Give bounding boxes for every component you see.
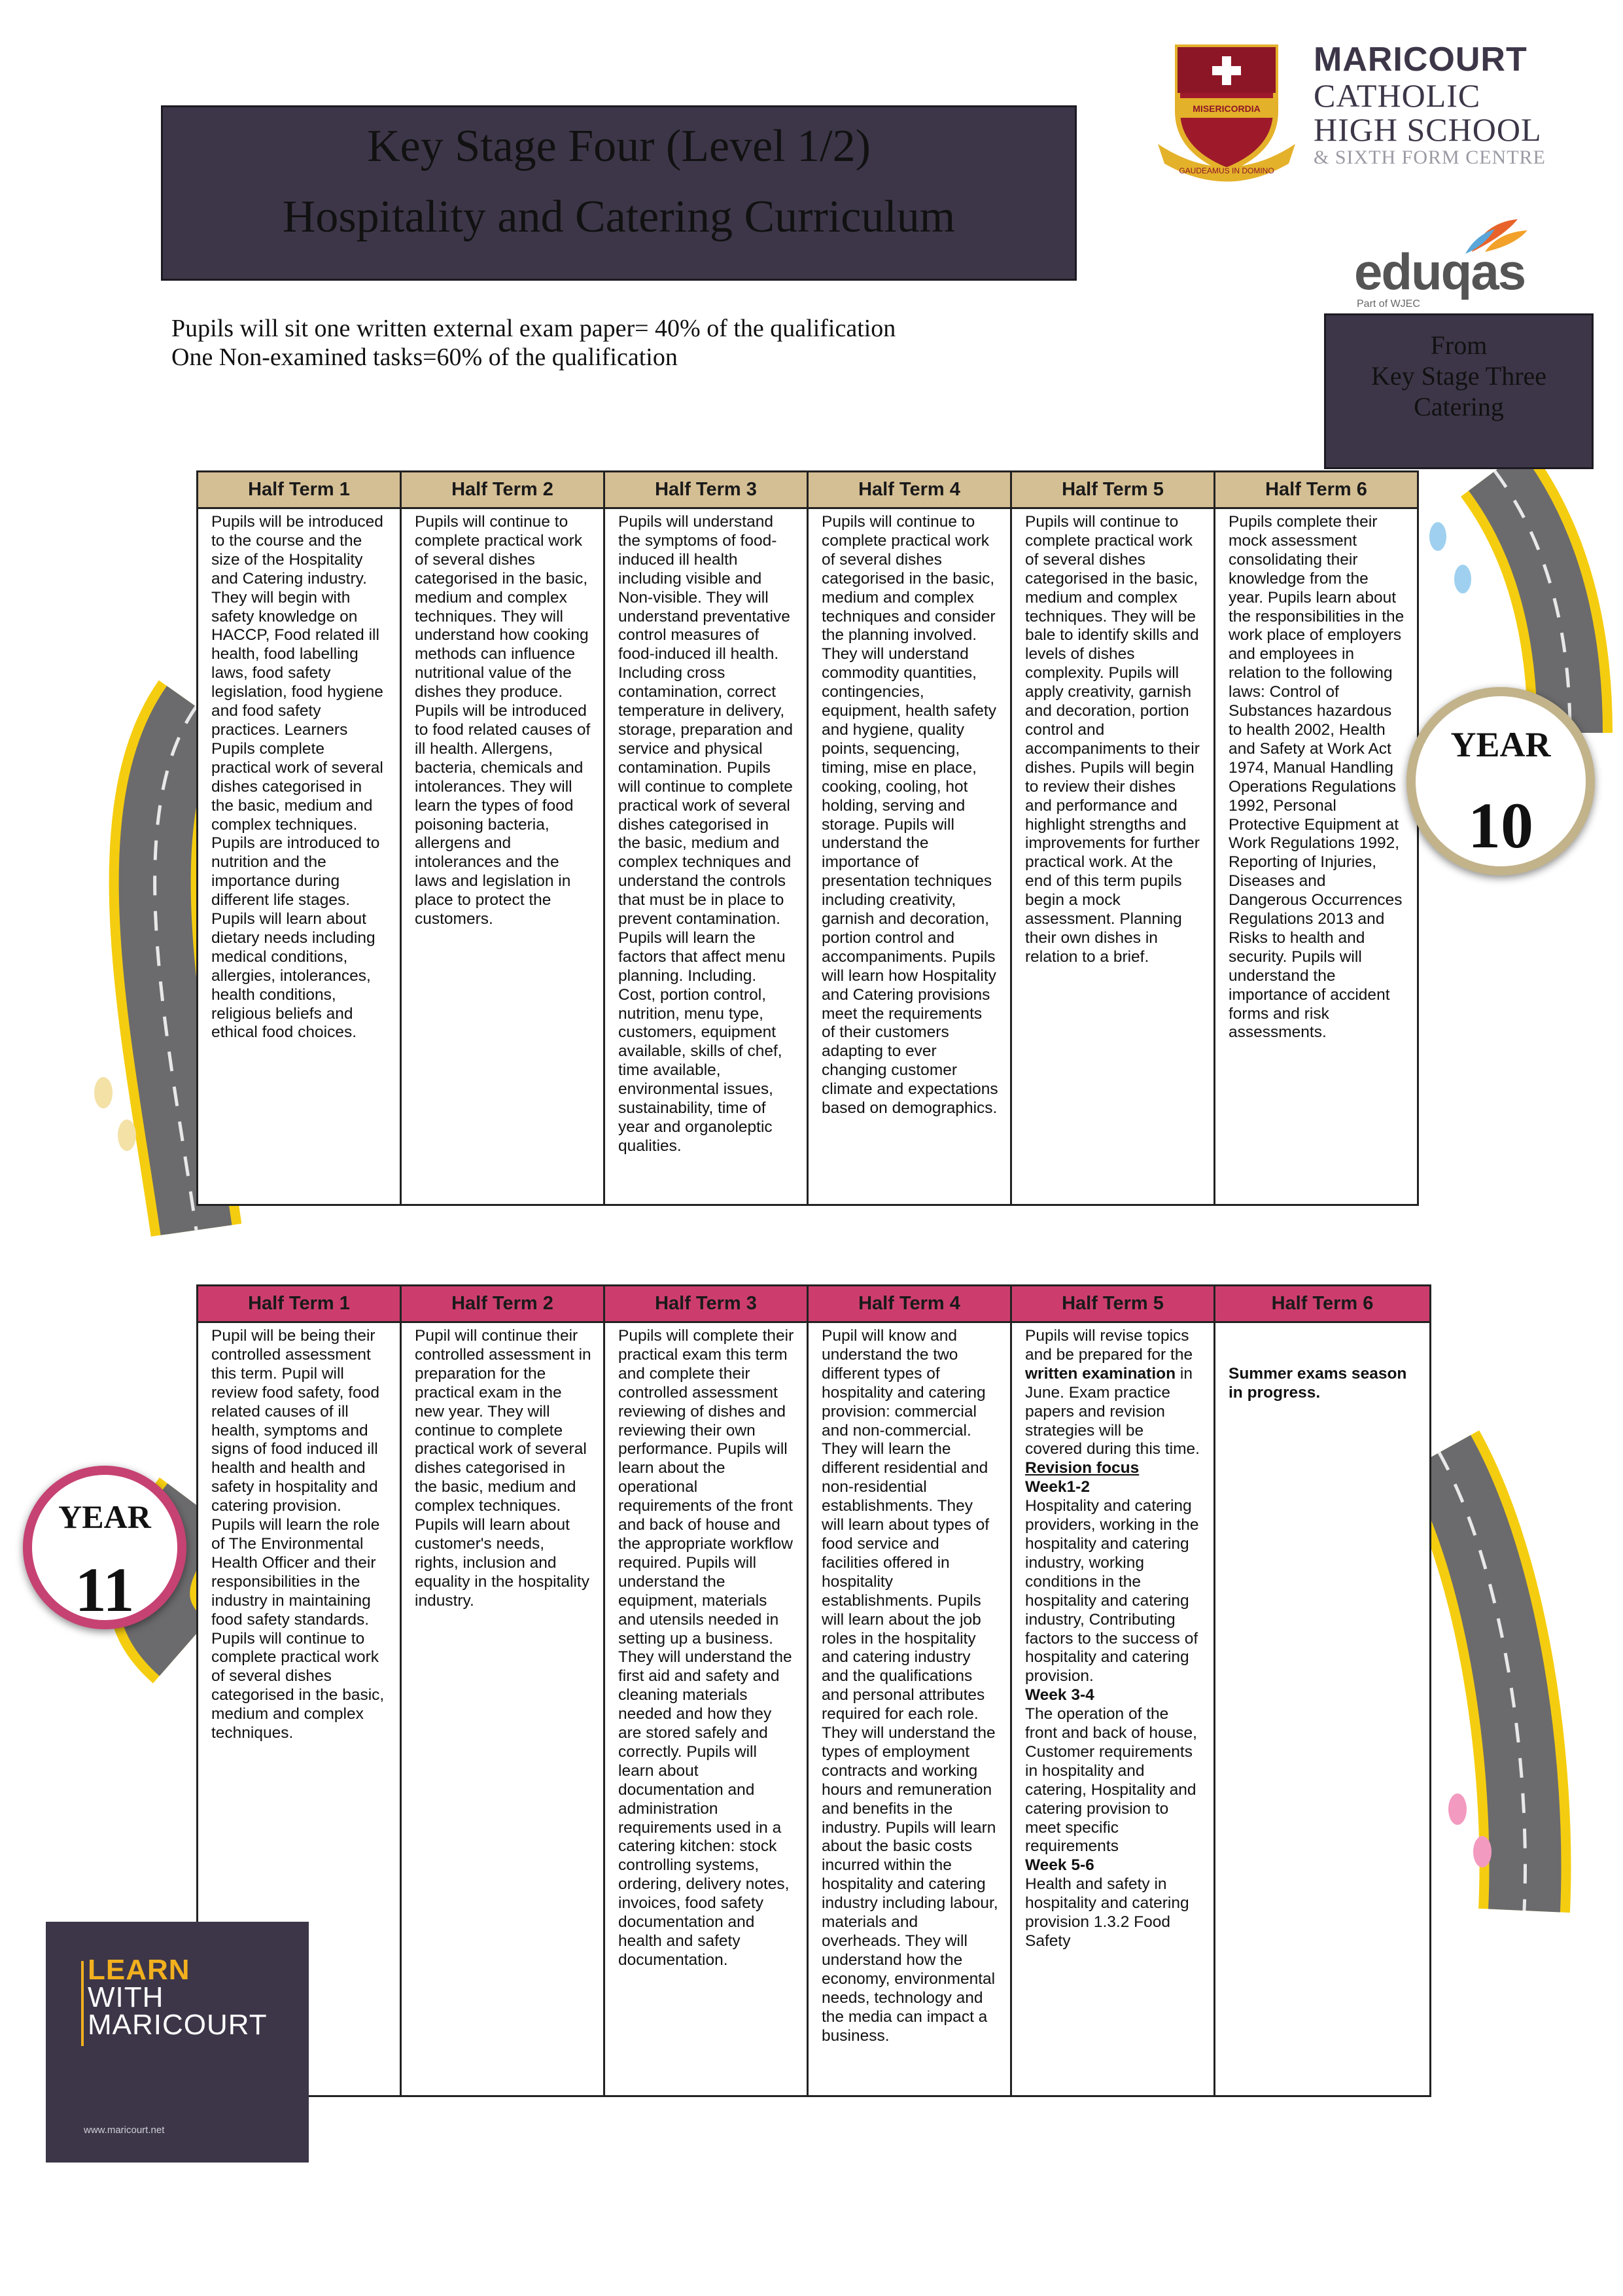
eduqas-wordmark: eduqas (1354, 243, 1526, 300)
year10-header-ht2: Half Term 2 (401, 472, 604, 508)
school-name (1314, 41, 1621, 169)
intro-line-2: One Non-examined tasks=60% of the qualification (171, 344, 678, 371)
year11-header-ht4: Half Term 4 (808, 1286, 1011, 1322)
year11-header-ht6: Half Term 6 (1215, 1286, 1431, 1322)
year10-header-ht1: Half Term 1 (198, 472, 401, 508)
crest-motto-bottom: GAUDEAMUS IN DOMINO (1179, 166, 1274, 175)
year11-content-row (198, 1322, 1431, 2096)
learn-line-2: WITH (88, 1981, 164, 2013)
year11-header-ht2: Half Term 2 (401, 1286, 604, 1322)
title-line-2: Hospitality and Catering Curriculum (282, 192, 956, 242)
ht5-intro-bold: written examination (1025, 1364, 1176, 1383)
year11-badge-word: YEAR (58, 1498, 151, 1535)
ht5-focus-heading: Revision focus (1025, 1459, 1140, 1477)
eduqas-subtitle: Part of WJEC (1357, 298, 1420, 309)
crest-motto-top: MISERICORDIA (1193, 103, 1261, 114)
year11-badge-number: 11 (75, 1555, 135, 1625)
year10-cell-ht5: Pupils will continue to complete practical work of several dishes categorised in the basic, medium and complex techniques. They will be bale to identify skills and levels of dishes complexity. Pupils will apply creativity, garnish and decoration, portion control and accompaniments to their dishes. Pupils will begin to review their dishes and performance and highlight strengths and improvements for further practical work. At the end of this term pupils begin a mock assessment. Planning their own dishes in relation to a brief. (1011, 508, 1215, 1205)
year11-cell-ht1: Pupil will be being their controlled assessment this term. Pupil will review food safety, food related causes of ill health, symptoms and signs of food induced ill health and health and safety in hospitality and catering provision. Pupils will learn the role of The Environmental Health Officer and their responsibilities in the industry in maintaining food safety standards. Pupils will continue to complete practical work of several dishes categorised in the basic, medium and complex techniques. (198, 1322, 401, 2096)
year10-header-row (198, 472, 1418, 508)
year10-cell-ht2: Pupils will continue to complete practical work of several dishes categorised in the basic, medium and complex techniques. They will understand how cooking methods can influence nutritional value of the dishes they produce. Pupils will be introduced to food related causes of ill health. Allergens, bacteria, chemicals and intolerances. They will learn the types of food poisoning bacteria, allergens and intolerances and the laws and legislation in place to protect the customers. (401, 508, 604, 1205)
year11-cell-ht4: Pupil will know and understand the two different types of hospitality and catering provision: commercial and non-commercial. They will learn the different residential and non-residential establishments. They will learn about types of food service and facilities offered in hospitality establishments. Pupils will learn about the job roles in the hospitality and catering industry and the qualifications and personal attributes required for each role. They will understand the types of employment contracts and working hours and remuneration and benefits in the industry. Pupils will learn about the basic costs incurred within the hospitality and catering industry including labour, materials and overheads. They will understand how the economy, environmental needs, technology and the media can impact a business. (808, 1322, 1011, 2096)
learn-url[interactable]: www.maricourt.net (84, 2125, 165, 2136)
ht6-summer-exams: Summer exams season in progress. (1229, 1365, 1407, 1402)
school-name-line-3: HIGH SCHOOL (1314, 111, 1542, 148)
ht5-intro-after: in June. Exam practice papers and revision strategies will be covered during this time. (1025, 1364, 1200, 1458)
intro-line-1: Pupils will sit one written external exam paper= 40% of the qualification (171, 315, 896, 342)
ht5-week1-label: Week1-2 (1025, 1478, 1090, 1496)
year10-header-ht4: Half Term 4 (808, 472, 1011, 508)
learn-accent-bar (81, 1961, 84, 2046)
ht5-week5-text: Health and safety in hospitality and catering provision 1.3.2 Food Safety (1025, 1875, 1189, 1950)
year10-header-ht6: Half Term 6 (1215, 472, 1418, 508)
year10-cell-ht6: Pupils complete their mock assessment consolidating their knowledge from the year. Pupils learn about the responsibilities in the work place of employers and employees in relation to the following laws: Control of Substances hazardous to health 2002, Health and Safety at Work Act 1974, Manual Handling Operations Regulations 1992, Personal Protective Equipment at Work Regulations 1992, Reporting of Injuries, Diseases and Dangerous Occurrences Regulations 2013 and Risks to health and security. Pupils will understand the importance of accident forms and risk assessments. (1215, 508, 1418, 1205)
eduqas-logo (1348, 216, 1531, 309)
year11-cell-ht5 (1011, 1322, 1215, 2096)
year11-header-ht3: Half Term 3 (604, 1286, 808, 1322)
year11-header-ht1: Half Term 1 (198, 1286, 401, 1322)
school-name-line-4: & SIXTH FORM CENTRE (1314, 147, 1546, 168)
year11-header-row (198, 1286, 1431, 1322)
learn-line-1: LEARN (88, 1954, 190, 1986)
year10-header-ht3: Half Term 3 (604, 472, 808, 508)
year10-cell-ht4: Pupils will continue to complete practical work of several dishes categorised in the basic, medium and complex techniques and consider the planning involved. They will understand commodity quantities, contingencies, equipment, health safety and hygiene, quality points, sequencing, timing, mise en place, cooking, cooling, hot holding, serving and storage. Pupils will understand the importance of presentation techniques including creativity, garnish and decoration, portion control and accompaniments. Pupils will learn how Hospitality and Catering provisions meet the requirements of their customers adapting to ever changing customer climate and expectations based on demographics. (808, 508, 1011, 1205)
from-line-2: Key Stage Three (1370, 361, 1547, 391)
ht5-intro-before: Pupils will revise topics and be prepared for the (1025, 1327, 1193, 1364)
learn-line-3: MARICOURT (88, 2009, 268, 2041)
year10-badge (1406, 687, 1595, 875)
ht5-week3-label: Week 3-4 (1025, 1686, 1094, 1704)
year11-header-ht5: Half Term 5 (1011, 1286, 1215, 1322)
learn-with-maricourt-box (46, 1922, 309, 2163)
year10-badge-number: 10 (1468, 789, 1533, 862)
from-line-1: From (1430, 330, 1488, 360)
ht5-week3-text: The operation of the front and back of house, Customer requirements in hospitality and catering, Hospitality and catering provision to meet specific requirements (1025, 1705, 1197, 1856)
ht5-week1-text: Hospitality and catering providers, working in the hospitality and catering industry, working conditions in the hospitality and catering industry, Contributing factors to the success of hospitality and catering provision. (1025, 1497, 1199, 1686)
year10-table (196, 470, 1419, 1206)
year10-content-row (198, 508, 1418, 1205)
year10-cell-ht1: Pupils will be introduced to the course and the size of the Hospitality and Catering industry. They will begin with safety knowledge on HACCP, Food related ill health, food labelling laws, food safety legislation, food hygiene and food safety practices. Learners Pupils complete practical work of several dishes categorised in the basic, medium and complex techniques. Pupils are introduced to nutrition and the importance during different life stages. Pupils will learn about dietary needs including medical conditions, allergies, intolerances, health conditions, religious beliefs and ethical food choices. (198, 508, 401, 1205)
school-crest-icon (1151, 39, 1302, 183)
year11-cell-ht2: Pupil will continue their controlled assessment in preparation for the practical exam in the new year. They will continue to complete practical work of several dishes categorised in the basic, medium and complex techniques. Pupils will learn about customer's needs, rights, inclusion and equality in the hospitality industry. (401, 1322, 604, 2096)
year11-badge (23, 1466, 186, 1629)
school-name-line-2: CATHOLIC (1314, 77, 1481, 114)
school-name-line-1: MARICOURT (1314, 41, 1527, 79)
from-box (1324, 313, 1594, 469)
year11-cell-ht6 (1215, 1322, 1431, 2096)
year11-cell-ht3: Pupils will complete their practical exam this term and complete their controlled assessment reviewing of dishes and reviewing their own performance. Pupils will learn about the operational requirements of the front and back of house and the appropriate workflow required. Pupils will understand the equipment, materials and utensils needed in setting up a business. They will understand the first aid and safety and cleaning materials needed and how they are stored safely and correctly. Pupils will learn about documentation and administration requirements used in a catering kitchen: stock controlling systems, ordering, delivery notes, invoices, food safety documentation and health and safety documentation. (604, 1322, 808, 2096)
title-box (161, 105, 1077, 281)
year11-table (196, 1284, 1431, 2097)
year10-header-ht5: Half Term 5 (1011, 472, 1215, 508)
intro-text (171, 314, 1087, 372)
year10-cell-ht3: Pupils will understand the symptoms of food-induced ill health including visible and Non-visible. They will understand preventative control measures of food-induced ill health. Including cross contamination, correct temperature in delivery, storage, preparation and service and physical contamination. Pupils will continue to complete practical work of several dishes categorised in the basic, medium and complex techniques and understand the controls that must be in place to prevent contamination. Pupils will learn the factors that affect menu planning. Including. Cost, portion control, nutrition, menu type, customers, equipment available, skills of chef, time available, environmental issues, sustainability, time of year and organoleptic qualities. (604, 508, 808, 1205)
year10-badge-word: YEAR (1450, 725, 1551, 764)
title-line-1: Key Stage Four (Level 1/2) (367, 121, 871, 171)
ht5-week5-label: Week 5-6 (1025, 1856, 1094, 1875)
from-line-3: Catering (1414, 392, 1504, 421)
